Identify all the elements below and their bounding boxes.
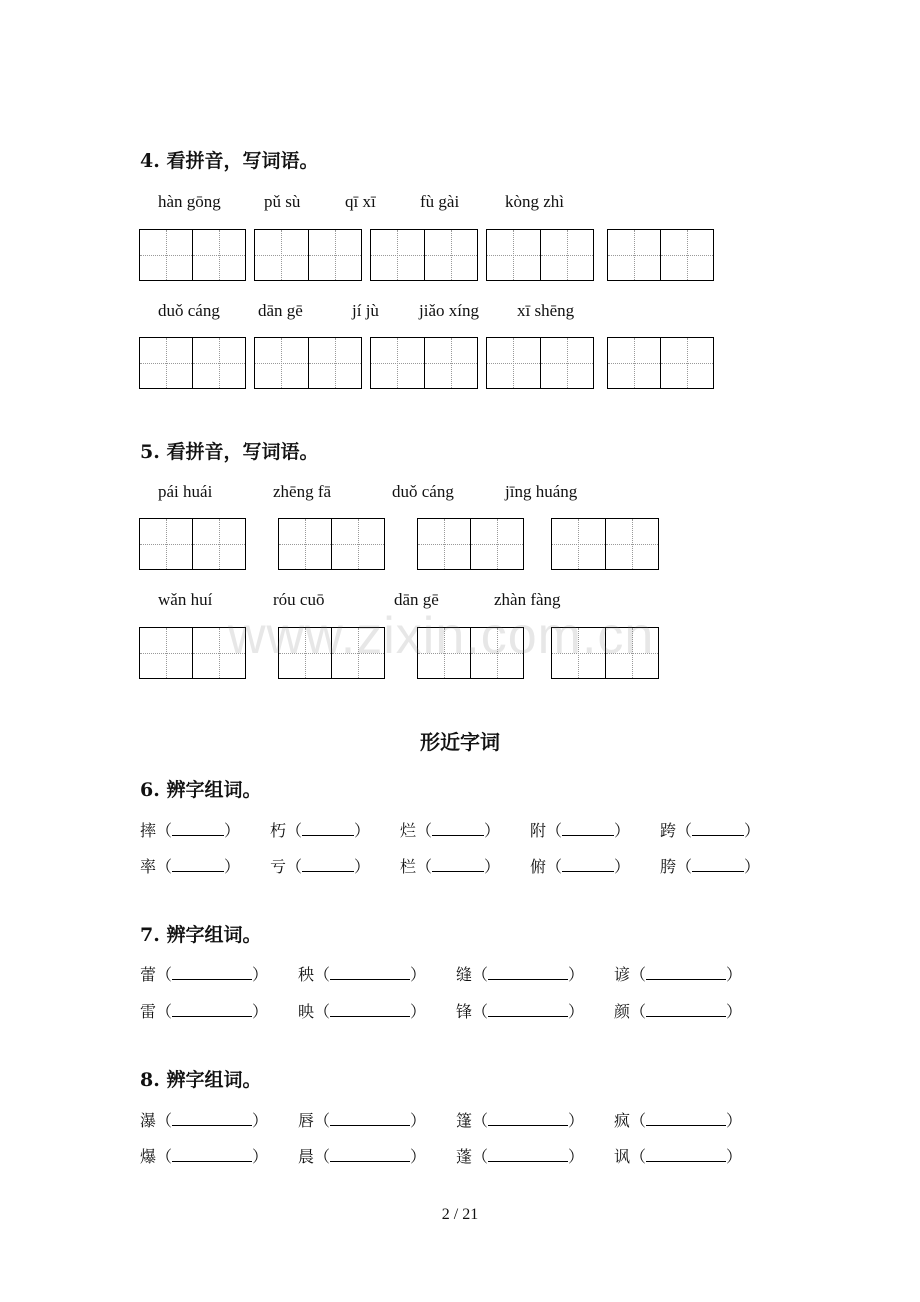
char-word-item: 锋（ ） (456, 1002, 585, 1021)
writing-grid[interactable] (139, 518, 246, 570)
writing-grid[interactable] (139, 337, 246, 389)
writing-grid[interactable] (254, 337, 362, 389)
answer-blank[interactable] (562, 857, 614, 872)
answer-blank[interactable] (646, 1147, 726, 1162)
answer-blank[interactable] (330, 965, 410, 980)
char-word-item: 俯（ ） (530, 857, 631, 876)
pinyin-label: jí jù (352, 301, 379, 320)
pinyin-label: zhàn fàng (494, 590, 561, 609)
answer-blank[interactable] (692, 857, 744, 872)
char-word-item: 瀑（ ） (140, 1111, 269, 1130)
pinyin-label: jīng huáng (505, 482, 578, 501)
watermark: www.zixin.com.cn (228, 607, 655, 665)
question-4-title: 4. 看拼音，写词语。 (140, 150, 319, 172)
char-word-item: 朽（ ） (270, 821, 371, 840)
char-word-item: 蕾（ ） (140, 965, 269, 984)
writing-grid[interactable] (417, 518, 524, 570)
answer-blank[interactable] (692, 821, 744, 836)
char-word-item: 唇（ ） (298, 1111, 427, 1130)
char-word-item: 映（ ） (298, 1002, 427, 1021)
char-word-item: 蓬（ ） (456, 1147, 585, 1166)
char-word-item: 秧（ ） (298, 965, 427, 984)
pinyin-label: pái huái (158, 482, 213, 501)
answer-blank[interactable] (488, 1111, 568, 1126)
pinyin-label: jiǎo xíng (419, 301, 479, 320)
char-word-item: 疯（ ） (614, 1111, 743, 1130)
answer-blank[interactable] (172, 965, 252, 980)
question-5-title: 5. 看拼音，写词语。 (140, 441, 319, 463)
pinyin-label: róu cuō (273, 590, 325, 609)
pinyin-label: duǒ cáng (158, 301, 220, 320)
pinyin-label: kòng zhì (505, 192, 565, 211)
section-title: 形近字词 (420, 730, 500, 754)
pinyin-label: fù gài (420, 192, 460, 211)
char-word-item: 爆（ ） (140, 1147, 269, 1166)
char-word-item: 晨（ ） (298, 1147, 427, 1166)
char-word-item: 雷（ ） (140, 1002, 269, 1021)
answer-blank[interactable] (432, 857, 484, 872)
char-word-item: 胯（ ） (660, 857, 761, 876)
writing-grid[interactable] (370, 229, 478, 281)
answer-blank[interactable] (488, 1002, 568, 1017)
char-word-item: 谚（ ） (614, 965, 743, 984)
pinyin-label: xī shēng (517, 301, 575, 320)
answer-blank[interactable] (330, 1111, 410, 1126)
pinyin-label: hàn gōng (158, 192, 221, 211)
writing-grid[interactable] (551, 518, 659, 570)
question-8-title: 8. 辨字组词。 (140, 1069, 262, 1091)
answer-blank[interactable] (646, 1002, 726, 1017)
writing-grid[interactable] (139, 229, 246, 281)
char-word-item: 缝（ ） (456, 965, 585, 984)
char-word-item: 跨（ ） (660, 821, 761, 840)
answer-blank[interactable] (172, 1002, 252, 1017)
question-6-title: 6. 辨字组词。 (140, 779, 262, 801)
answer-blank[interactable] (488, 965, 568, 980)
answer-blank[interactable] (330, 1147, 410, 1162)
writing-grid[interactable] (486, 337, 594, 389)
char-word-item: 栏（ ） (400, 857, 501, 876)
char-word-item: 摔（ ） (140, 821, 241, 840)
answer-blank[interactable] (302, 821, 354, 836)
answer-blank[interactable] (330, 1002, 410, 1017)
char-word-item: 烂（ ） (400, 821, 501, 840)
pinyin-label: dān gē (394, 590, 439, 609)
writing-grid[interactable] (607, 337, 714, 389)
pinyin-label: duǒ cáng (392, 482, 454, 501)
answer-blank[interactable] (432, 821, 484, 836)
writing-grid[interactable] (486, 229, 594, 281)
writing-grid[interactable] (607, 229, 714, 281)
question-7-title: 7. 辨字组词。 (140, 924, 262, 946)
writing-grid[interactable] (370, 337, 478, 389)
pinyin-label: qī xī (345, 192, 376, 211)
answer-blank[interactable] (172, 1111, 252, 1126)
char-word-item: 讽（ ） (614, 1147, 743, 1166)
answer-blank[interactable] (646, 965, 726, 980)
answer-blank[interactable] (488, 1147, 568, 1162)
char-word-item: 率（ ） (140, 857, 241, 876)
pinyin-label: zhēng fā (273, 482, 332, 501)
pinyin-label: wǎn huí (158, 590, 213, 609)
answer-blank[interactable] (172, 1147, 252, 1162)
char-word-item: 亏（ ） (270, 857, 371, 876)
answer-blank[interactable] (172, 857, 224, 872)
answer-blank[interactable] (646, 1111, 726, 1126)
char-word-item: 附（ ） (530, 821, 631, 840)
answer-blank[interactable] (562, 821, 614, 836)
writing-grid[interactable] (278, 518, 385, 570)
pinyin-label: pǔ sù (264, 192, 301, 211)
char-word-item: 颜（ ） (614, 1002, 743, 1021)
writing-grid[interactable] (254, 229, 362, 281)
char-word-item: 篷（ ） (456, 1111, 585, 1130)
page-number: 2 / 21 (441, 1206, 479, 1223)
answer-blank[interactable] (172, 821, 224, 836)
answer-blank[interactable] (302, 857, 354, 872)
pinyin-label: dān gē (258, 301, 303, 320)
